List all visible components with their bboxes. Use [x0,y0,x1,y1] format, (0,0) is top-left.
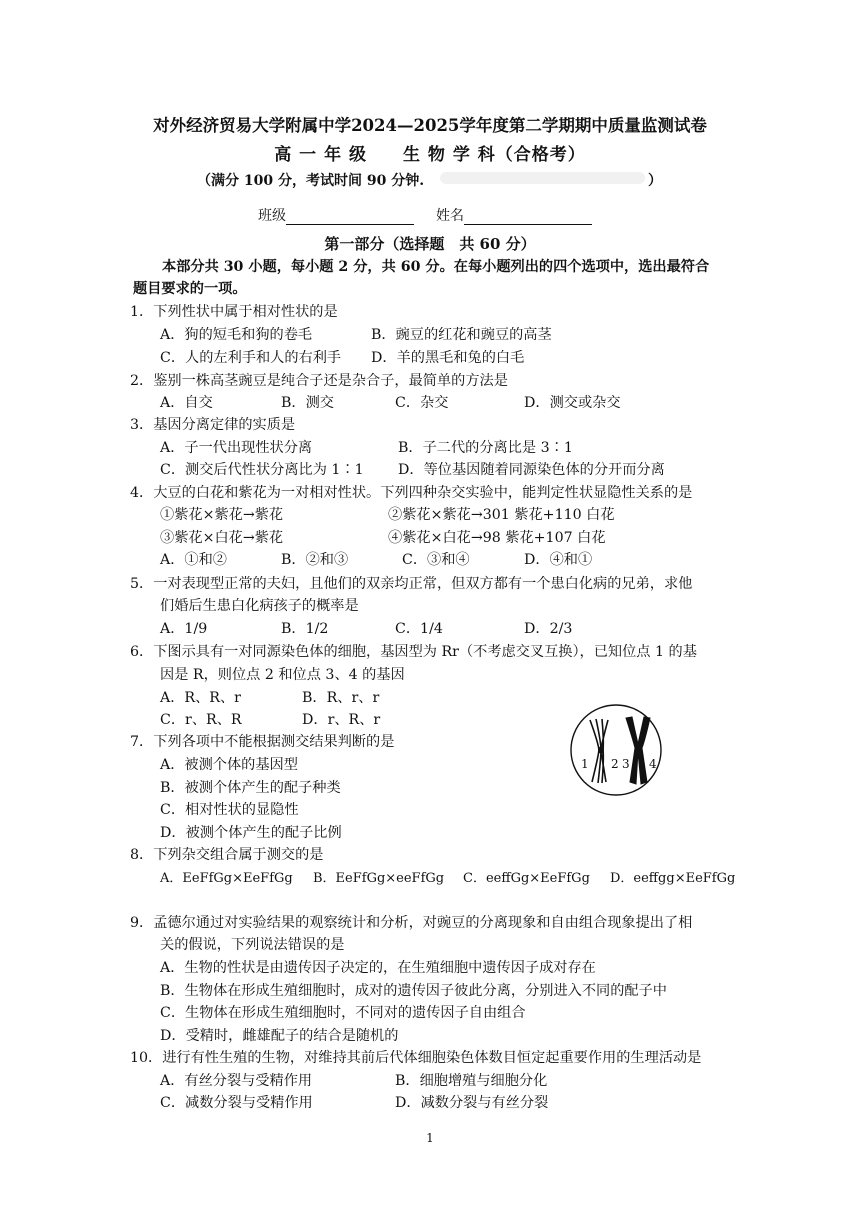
locus-label-3: 3 [622,757,630,771]
q7-option-c: C．相对性状的显隐性 [160,802,299,818]
student-info-fields [258,205,592,225]
question-1-stem: 1．下列性状中属于相对性状的是 [130,304,338,320]
exam-title: 对外经济贸易大学附属中学2024—2025学年度第二学期期中质量监测试卷 [153,116,707,135]
q4-cross-4: ④紫花×白花→98 紫花+107 白花 [388,530,606,546]
q1-option-b: B．豌豆的红花和豌豆的高茎 [371,327,552,343]
q3-option-b: B．子二代的分离比是 3∶1 [398,440,573,456]
q9-option-d: D．受精时，雌雄配子的结合是随机的 [160,1028,399,1044]
question-3-stem: 3．基因分离定律的实质是 [130,417,296,433]
chromosome-left [590,719,608,783]
q4-option-d: D．④和① [524,552,593,568]
q4-cross-2: ②紫花×紫花→301 紫花+110 白花 [388,507,615,523]
q2-option-a: A．自交 [160,395,213,411]
q2-option-d: D．测交或杂交 [524,395,621,411]
question-2-stem: 2．鉴别一株高茎豌豆是纯合子还是杂合子，最简单的方法是 [130,373,508,389]
q4-option-a: A．①和② [160,552,227,568]
q3-option-d: D．等位基因随着同源染色体的分开而分离 [398,462,665,478]
question-7-stem: 7．下列各项中不能根据测交结果判断的是 [130,734,395,750]
q6-option-b: B．R、r、r [302,690,380,706]
q10-option-d: D．减数分裂与有丝分裂 [395,1095,549,1111]
q10-option-a: A．有丝分裂与受精作用 [160,1073,313,1089]
q1-option-a: A．狗的短毛和狗的卷毛 [160,327,313,343]
exam-note-end: ） [648,173,662,189]
section-title: 第一部分（选择题 共 60 分） [324,235,536,253]
q10-option-c: C．减数分裂与受精作用 [160,1095,313,1111]
question-10-stem: 10．进行有性生殖的生物，对维持其前后代体细胞染色体数目恒定起重要作用的生理活动是 [130,1050,702,1066]
q2-option-c: C．杂交 [395,395,449,411]
q5-option-c: C．1/4 [395,621,443,637]
exam-subtitle: 高 一 年 级 生 物 学 科（合格考） [274,145,586,165]
question-5-stem: 5．一对表现型正常的夫妇，且他们的双亲均正常，但双方都有一个患白化病的兄弟，求他 [130,576,693,592]
question-6-stem: 6．下图示具有一对同源染色体的细胞，基因型为 Rr（不考虑交叉互换），已知位点 1 的基 [130,644,697,660]
locus-label-2: 2 [611,757,619,771]
q6-option-a: A．R、R、r [160,690,241,706]
q9-option-a: A．生物的性状是由遗传因子决定的，在生殖细胞中遗传因子成对存在 [160,960,596,976]
q7-option-a: A．被测个体的基因型 [160,757,298,773]
question-4-stem: 4．大豆的白花和紫花为一对相对性状。下列四种杂交实验中，能判定性状显隐性关系的是 [130,485,693,501]
q10-option-b: B．细胞增殖与细胞分化 [395,1073,548,1089]
question-8-stem: 8．下列杂交组合属于测交的是 [130,847,324,863]
question-9-stem: 9．孟德尔通过对实验结果的观察统计和分析，对豌豆的分离现象和自由组合现象提出了相 [130,915,693,931]
homologous-chromosome-diagram [568,702,664,798]
chromosome-right [626,717,650,784]
q1-option-d: D．羊的黑毛和兔的白毛 [371,350,525,366]
q5-option-d: D．2/3 [524,621,573,637]
q5-option-a: A．1/9 [160,621,208,637]
q4-cross-3: ③紫花×白花→紫花 [160,530,284,546]
section-intro-line1: 本部分共 30 小题，每小题 2 分，共 60 分。在每小题列出的四个选项中，选出最符合 [162,259,710,275]
q8-option-a: A．EeFfGg×EeFfGg [160,871,293,886]
q8-option-c: C．eeffGg×EeFfGg [463,871,590,886]
section-intro-line2: 题目要求的一项。 [133,281,247,297]
q8-option-d: D．eeffgg×EeFfGg [610,871,736,886]
question-6-stem-cont: 因是 R，则位点 2 和位点 3、4 的基因 [160,667,405,683]
q4-option-c: C．③和④ [402,552,470,568]
q5-option-b: B．1/2 [281,621,329,637]
class-label: 班级 [258,208,286,224]
page-number: 1 [426,1131,434,1145]
name-label: 姓名 [436,208,464,224]
q7-option-b: B．被测个体产生的配子种类 [160,780,341,796]
q6-option-c: C．r、R、R [160,712,242,728]
q4-cross-1: ①紫花×紫花→紫花 [160,507,284,523]
q3-option-c: C．测交后代性状分离比为 1∶1 [160,462,364,478]
class-field[interactable] [286,210,414,225]
q7-option-d: D．被测个体产生的配子比例 [160,825,342,841]
q9-option-b: B．生物体在形成生殖细胞时，成对的遗传因子彼此分离，分别进入不同的配子中 [160,983,667,999]
q9-option-c: C．生物体在形成生殖细胞时，不同对的遗传因子自由组合 [160,1005,526,1021]
name-field[interactable] [464,210,592,225]
q1-option-c: C．人的左利手和人的右利手 [160,350,342,366]
locus-label-1: 1 [581,757,589,771]
question-9-stem-cont: 关的假说，下列说法错误的是 [160,937,345,953]
q2-option-b: B．测交 [281,395,334,411]
locus-label-4: 4 [649,757,657,771]
q8-option-b: B．EeFfGg×eeFfGg [313,871,445,886]
question-5-stem-cont: 们婚后生患白化病孩子的概率是 [160,598,359,614]
q6-option-d: D．r、R、r [302,712,381,728]
redacted-text [440,172,645,184]
q3-option-a: A．子一代出现性状分离 [160,440,313,456]
q4-option-b: B．②和③ [281,552,349,568]
exam-note: （满分 100 分，考试时间 90 分钟. [197,173,425,189]
